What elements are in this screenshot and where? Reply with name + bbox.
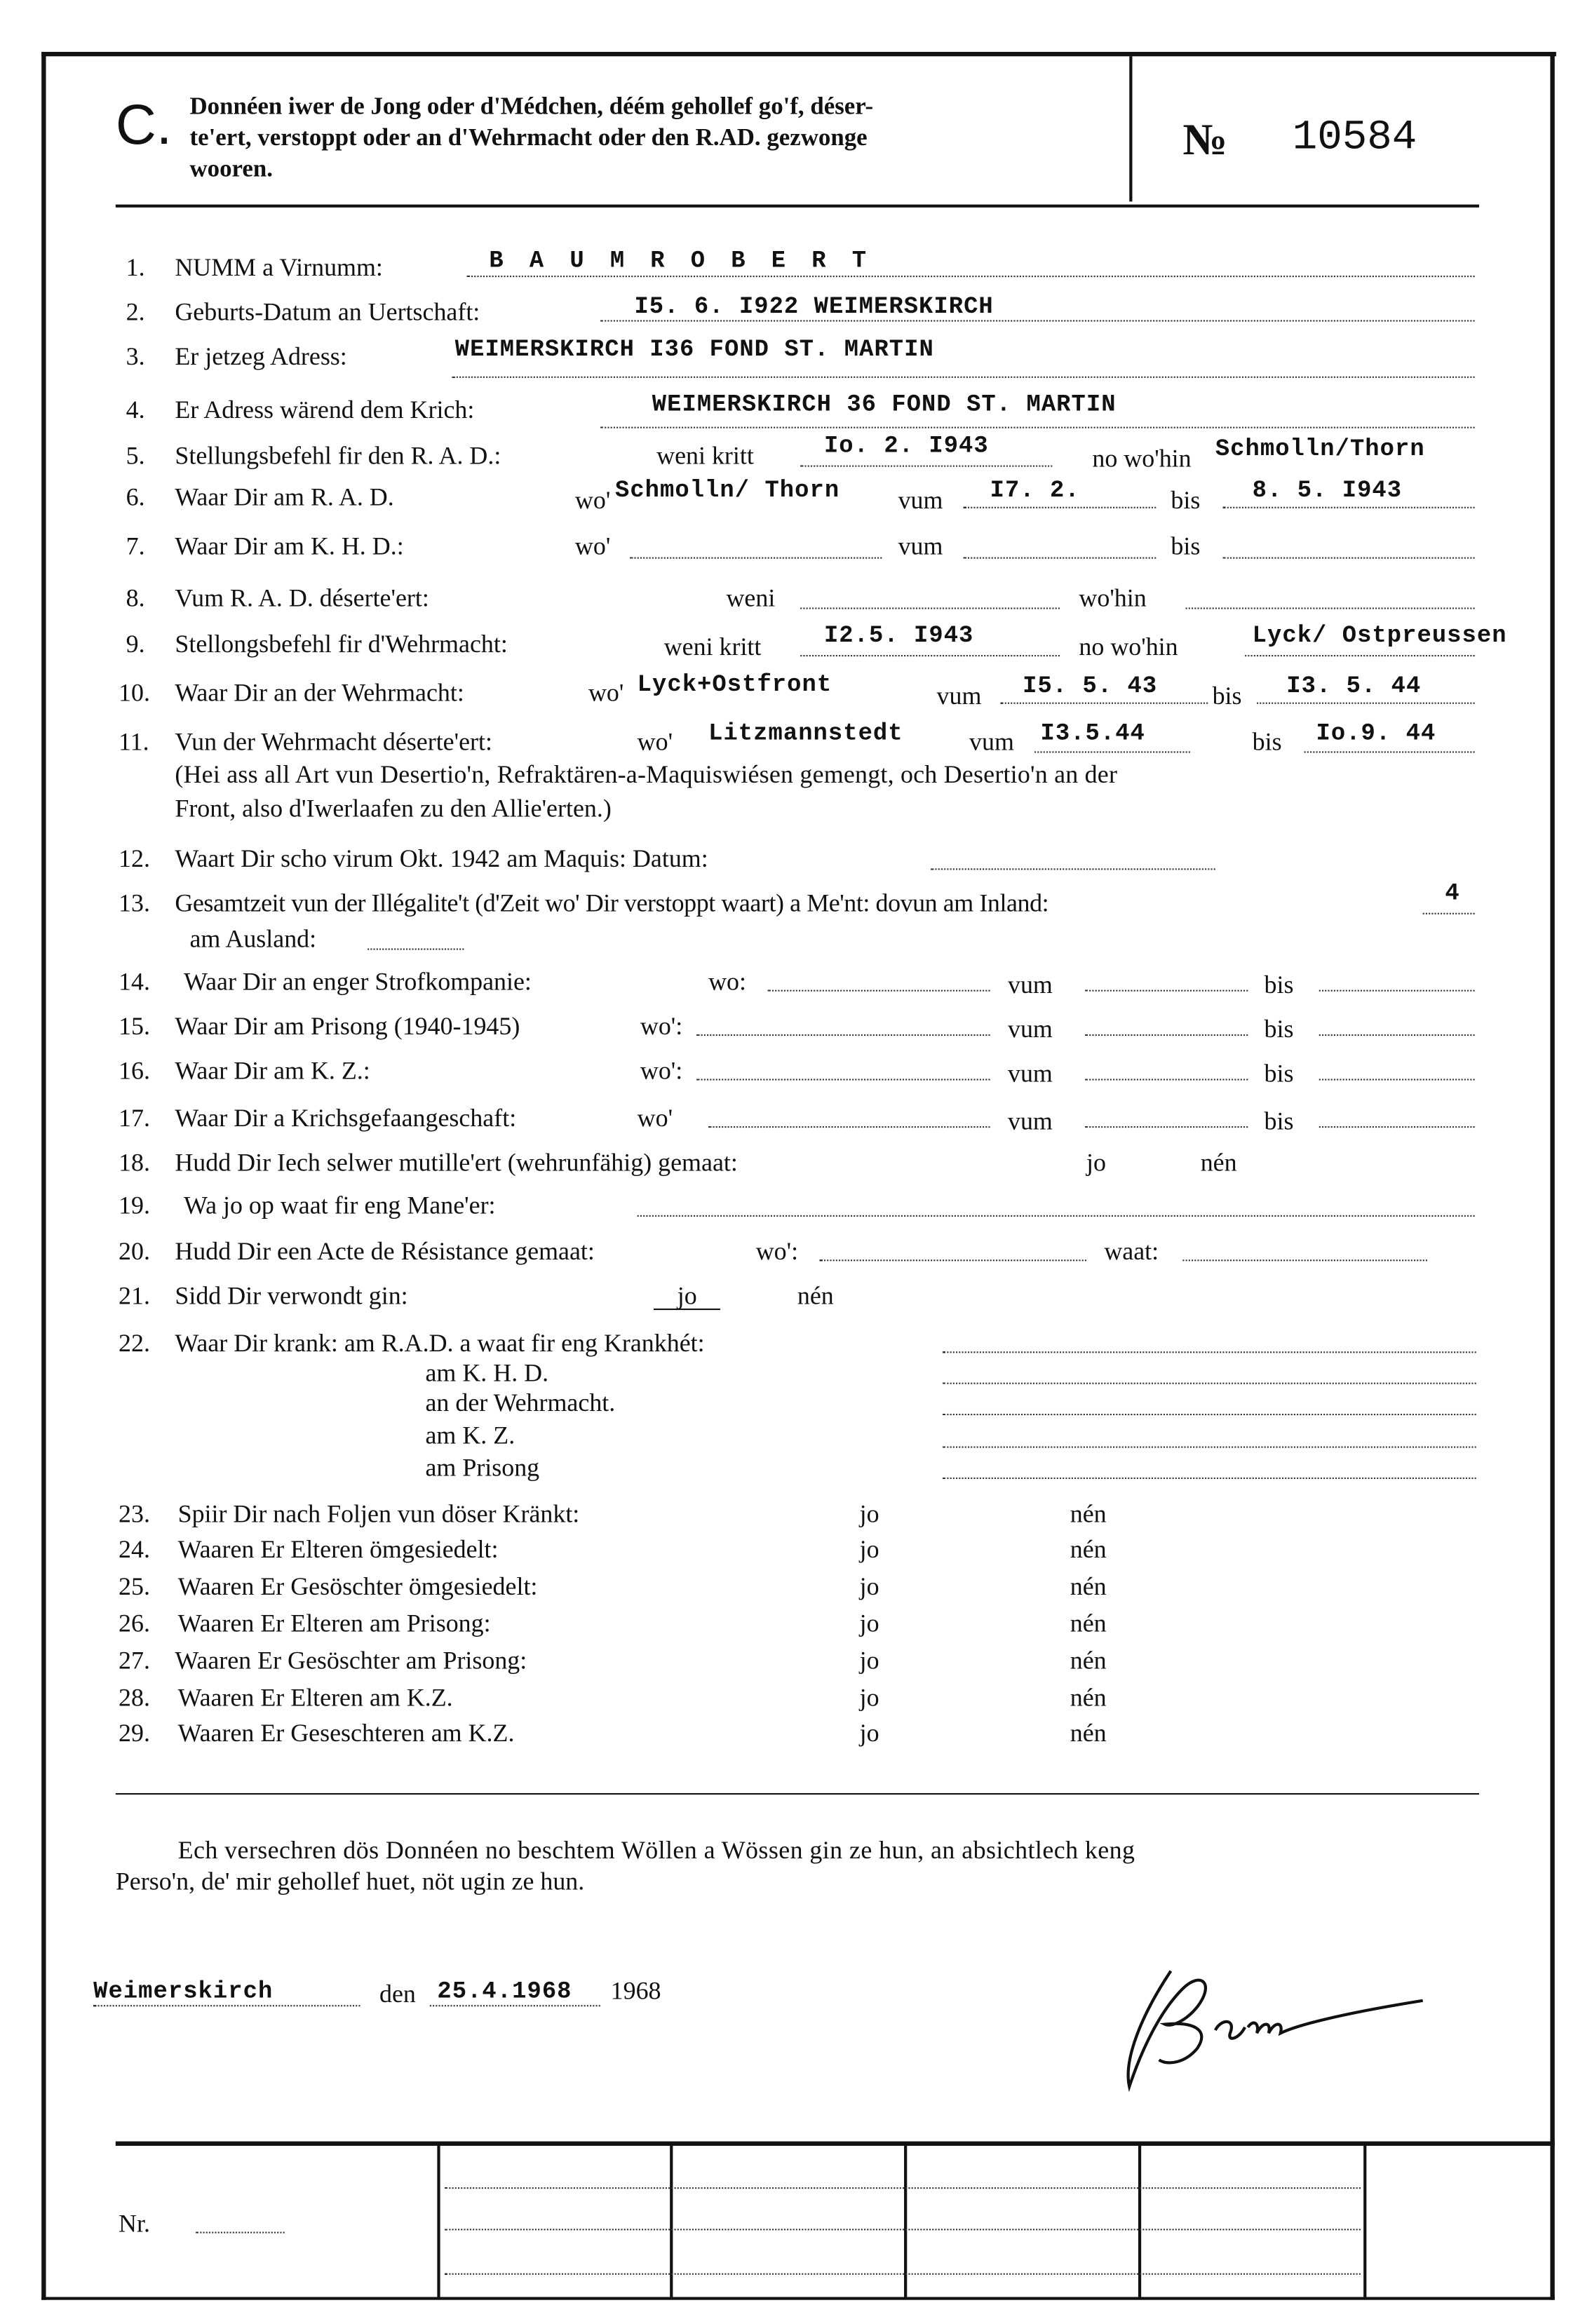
row-label: Waar Dir an der Wehrmacht: (175, 678, 464, 707)
field-label: vum (1007, 971, 1053, 999)
field-label: vum (1007, 1015, 1053, 1043)
footer-line (445, 2250, 1361, 2275)
row-label: Waaren Er Elteren am K.Z. (177, 1683, 453, 1712)
row-number: 26. (119, 1609, 150, 1638)
row-number: 8. (126, 583, 145, 612)
year-label: 1968 (610, 1977, 661, 2006)
rad-order-place-value: Schmolln/Thorn (1215, 435, 1425, 463)
option-jo[interactable]: jo (859, 1535, 879, 1564)
row-number: 18. (119, 1148, 150, 1177)
row-label: Geburts-Datum an Uertschaft: (175, 297, 480, 326)
pow-from-field[interactable] (1085, 1102, 1248, 1128)
row-number: 6. (126, 482, 145, 512)
row-number: 3. (126, 342, 145, 371)
declaration-text: Ech versechren dös Donnéen no beschtem Wöllen a Wössen gin ze hun, an absichtlech keng (177, 1836, 1135, 1865)
row-number: 19. (119, 1191, 150, 1220)
field-label: bis (1252, 727, 1282, 756)
option-jo[interactable]: jo (859, 1646, 879, 1675)
row-label: Er Adress wärend dem Krich: (175, 396, 475, 424)
option-jo-selected[interactable]: jo (654, 1283, 721, 1310)
row-label: Er jetzeg Adress: (175, 342, 347, 371)
kz-to-field[interactable] (1319, 1055, 1475, 1081)
option-nen[interactable]: nén (1070, 1572, 1107, 1601)
rad-from-value: I7. 2. (990, 477, 1080, 504)
row-label: Waaren Er Elteren am Prisong: (177, 1609, 491, 1638)
row-label: Waar Dir an enger Strofkompanie: (184, 967, 532, 997)
field-label: no wo'hin (1092, 444, 1192, 473)
field-label: no wo'hin (1079, 633, 1178, 661)
abroad-months-field[interactable] (368, 925, 464, 950)
row-number: 12. (119, 844, 150, 873)
option-nen[interactable]: nén (1070, 1683, 1107, 1712)
row-label: Spiir Dir nach Foljen vun döser Kränkt: (177, 1499, 580, 1528)
war-address-value: WEIMERSKIRCH 36 FOND ST. MARTIN (652, 391, 1117, 418)
row-label: Waar Dir am Prisong (1940-1945) (175, 1012, 520, 1041)
field-label: vum (1007, 1107, 1053, 1135)
footer-line (445, 2163, 1361, 2189)
illness-prison-field[interactable] (943, 1454, 1476, 1479)
row-number: 5. (126, 441, 145, 470)
section-letter: C. (115, 95, 173, 157)
row-label: Waart Dir scho virum Okt. 1942 am Maquis: Datum: (175, 844, 708, 873)
row-label: Waar Dir a Krichsgefaangeschaft: (175, 1104, 517, 1133)
column-divider (1363, 2144, 1366, 2297)
field-label: weni kritt (656, 441, 754, 470)
khd-to-field[interactable] (1222, 534, 1474, 559)
option-nen[interactable]: nén (1070, 1535, 1107, 1564)
resistance-place-field[interactable] (820, 1236, 1086, 1261)
option-nen[interactable]: nén (797, 1281, 834, 1311)
option-nen[interactable]: nén (1070, 1609, 1107, 1638)
khd-from-field[interactable] (964, 534, 1157, 559)
row-number: 14. (119, 967, 150, 997)
row-sublabel: am K. H. D. (425, 1358, 549, 1387)
prison-place-field[interactable] (696, 1011, 990, 1036)
field-label: vum (969, 727, 1014, 756)
field-label: wo'hin (1079, 583, 1147, 612)
row-label: Stellongsbefehl fir d'Wehrmacht: (175, 630, 508, 658)
row-number: 4. (126, 396, 145, 424)
row-label: Waar Dir am R. A. D. (175, 482, 394, 512)
rad-to-value: 8. 5. I943 (1252, 477, 1403, 504)
option-jo[interactable]: jo (859, 1609, 879, 1638)
section-rule (116, 1793, 1479, 1795)
field-label: wo' (637, 727, 673, 756)
illness-wehrmacht-field[interactable] (943, 1390, 1476, 1415)
desertion-place-value: Litzmannstedt (708, 720, 903, 748)
row-label: Stellungsbefehl fir den R. A. D.: (175, 441, 501, 470)
field-label: waat: (1104, 1237, 1159, 1266)
khd-place-field[interactable] (630, 534, 882, 559)
footer-rule (116, 2142, 1555, 2146)
field-label: wo' (588, 678, 624, 707)
place-value: Weimerskirch (93, 1978, 274, 2006)
row-number: 21. (119, 1281, 150, 1311)
row-sublabel: am Prisong (425, 1454, 540, 1482)
header-title-2: te'ert, verstoppt oder an d'Wehrmacht oder den R.AD. gezwonge (189, 123, 868, 151)
option-jo[interactable]: jo (859, 1572, 879, 1601)
field-label: bis (1212, 682, 1242, 710)
number-sign: № (1182, 115, 1228, 165)
illness-kz-field[interactable] (943, 1423, 1476, 1448)
field-label: bis (1171, 486, 1201, 515)
prison-to-field[interactable] (1319, 1011, 1475, 1036)
declaration-text: Perso'n, de' mir gehollef huet, nöt ugin ze hun. (115, 1867, 585, 1896)
row-number: 24. (119, 1535, 150, 1564)
form-number: 10584 (1292, 115, 1417, 162)
field-label: wo': (640, 1056, 683, 1085)
row-label: Hudd Dir een Acte de Résistance gemaat: (175, 1237, 595, 1266)
row-number: 28. (119, 1683, 150, 1712)
field-label: bis (1264, 1059, 1294, 1088)
rad-order-date-value: Io. 2. I943 (823, 433, 989, 460)
field-label: wo' (574, 532, 611, 560)
field-label: vum (898, 486, 943, 515)
row-number: 16. (119, 1056, 150, 1085)
row-number: 23. (119, 1499, 150, 1528)
field-label: vum (936, 682, 982, 710)
column-divider (437, 2144, 439, 2297)
prison-from-field[interactable] (1085, 1011, 1248, 1036)
field-label: bis (1171, 532, 1201, 560)
desert-rad-date-field[interactable] (800, 584, 1060, 609)
row-number: 2. (126, 297, 145, 326)
row-label: Vun der Wehrmacht déserte'ert: (175, 727, 492, 756)
option-jo[interactable]: jo (1086, 1148, 1106, 1177)
current-address-value: WEIMERSKIRCH I36 FOND ST. MARTIN (454, 336, 934, 363)
row-label: Waar Dir am K. H. D.: (175, 532, 404, 560)
row-label: Waar Dir krank: am R.A.D. a waat fir eng Krankhét: (175, 1329, 705, 1358)
desertion-to-value: Io.9. 44 (1316, 720, 1436, 748)
header-rule (116, 205, 1479, 207)
row-note: (Hei ass all Art vun Desertio'n, Refraktären-a-Maquiswiésen gemengt, och Desertio'n an der (175, 760, 1118, 789)
pow-to-field[interactable] (1319, 1102, 1475, 1128)
row-label: Waaren Er Gesöschter am Prisong: (175, 1646, 527, 1675)
field-label: weni kritt (663, 633, 762, 661)
row-sublabel: am K. Z. (425, 1421, 515, 1450)
field-label: wo' (637, 1104, 673, 1133)
option-nen[interactable]: nén (1200, 1148, 1237, 1177)
header-title-3: wooren. (189, 154, 273, 182)
birth-value: I5. 6. I922 WEIMERSKIRCH (634, 293, 994, 320)
header-title-1: Donnéen iwer de Jong oder d'Médchen, déém gehollef go'f, déser- (189, 92, 874, 121)
row-number: 7. (126, 532, 145, 560)
name-value: B A U M R O B E R T (489, 247, 872, 274)
row-label: NUMM a Virnumm: (175, 253, 383, 282)
pow-place-field[interactable] (708, 1102, 990, 1128)
row-number: 25. (119, 1572, 150, 1601)
row-label: Waaren Er Gesöschter ömgesiedelt: (177, 1572, 538, 1601)
kz-from-field[interactable] (1085, 1055, 1248, 1081)
field-label: wo' (574, 486, 611, 515)
maquis-date-field[interactable] (931, 845, 1215, 870)
header-divider (1129, 56, 1132, 201)
wehrmacht-to-value: I3. 5. 44 (1286, 673, 1422, 700)
resistance-what-field[interactable] (1182, 1236, 1427, 1261)
rad-place-value: Schmolln/ Thorn (614, 477, 840, 504)
row-label: Vum R. A. D. déserte'ert: (175, 583, 429, 612)
field-label: bis (1264, 971, 1294, 999)
row-number: 15. (119, 1012, 150, 1041)
field-label: wo: (708, 967, 746, 997)
row-number: 22. (119, 1329, 150, 1358)
border-right (1550, 52, 1554, 2300)
wehrmacht-place-value: Lyck+Ostfront (637, 671, 832, 698)
border-bottom (41, 2297, 1555, 2299)
border-top (41, 52, 1556, 56)
footer-line (445, 2205, 1361, 2230)
field-label: vum (1007, 1059, 1053, 1088)
den-label: den (379, 1980, 416, 2008)
row-label: Waaren Er Elteren ömgesiedelt: (177, 1535, 499, 1564)
option-nen[interactable]: nén (1070, 1719, 1107, 1748)
option-nen[interactable]: nén (1070, 1646, 1107, 1675)
kz-place-field[interactable] (696, 1055, 990, 1081)
illness-khd-field[interactable] (943, 1359, 1476, 1384)
wehrmacht-from-value: I5. 5. 43 (1023, 673, 1158, 700)
option-nen[interactable]: nén (1070, 1499, 1107, 1528)
field-label: vum (898, 532, 943, 560)
row-label: Sidd Dir verwondt gin: (175, 1281, 408, 1311)
penal-from-field[interactable] (1085, 966, 1248, 992)
penal-to-field[interactable] (1319, 966, 1475, 992)
row-number: 29. (119, 1719, 150, 1748)
nr-field[interactable] (196, 2208, 285, 2234)
row-number: 1. (126, 253, 145, 282)
row-number: 10. (119, 678, 150, 707)
manner-field[interactable] (638, 1191, 1475, 1217)
wehrmacht-order-place-value: Lyck/ Ostpreussen (1252, 622, 1507, 649)
desert-rad-place-field[interactable] (1186, 584, 1475, 609)
option-jo[interactable]: jo (859, 1719, 879, 1748)
row-label: Waar Dir am K. Z.: (175, 1056, 370, 1085)
row-number: 9. (126, 630, 145, 658)
row-sublabel: an der Wehrmacht. (425, 1389, 616, 1417)
row-label: Gesamtzeit vun der Illégalite't (d'Zeit wo' Dir verstoppt waart) a Me'nt: dovun am Inland: (175, 889, 1049, 918)
option-jo[interactable]: jo (859, 1499, 879, 1528)
row-number: 20. (119, 1237, 150, 1266)
row-label: Wa jo op waat fir eng Mane'er: (184, 1191, 496, 1220)
row-note: Front, also d'Iwerlaafen zu den Allie'erten.) (175, 794, 612, 823)
wehrmacht-order-date-value: I2.5. I943 (823, 622, 974, 649)
field-label: wo': (640, 1012, 683, 1041)
border-left (41, 52, 46, 2300)
row-number: 13. (119, 889, 150, 918)
inland-months-value: 4 (1445, 880, 1460, 907)
option-jo[interactable]: jo (859, 1683, 879, 1712)
row-number: 11. (119, 727, 149, 756)
signature (1112, 1956, 1438, 2097)
row-label: Hudd Dir Iech selwer mutille'ert (wehrunfähig) gemaat: (175, 1148, 738, 1177)
field-label: bis (1264, 1107, 1294, 1135)
nr-label: Nr. (119, 2209, 150, 2238)
field-label: wo': (755, 1237, 799, 1266)
desertion-from-value: I3.5.44 (1040, 720, 1145, 748)
date-value: 25.4.1968 (437, 1978, 572, 2006)
penal-place-field[interactable] (768, 966, 990, 992)
field-label: weni (726, 583, 776, 612)
row-number: 27. (119, 1646, 150, 1675)
illness-rad-field[interactable] (943, 1327, 1476, 1353)
field-label: bis (1264, 1015, 1294, 1043)
row-label: Waaren Er Geseschteren am K.Z. (177, 1719, 515, 1748)
row-label: am Ausland: (189, 924, 317, 953)
row-number: 17. (119, 1104, 150, 1133)
